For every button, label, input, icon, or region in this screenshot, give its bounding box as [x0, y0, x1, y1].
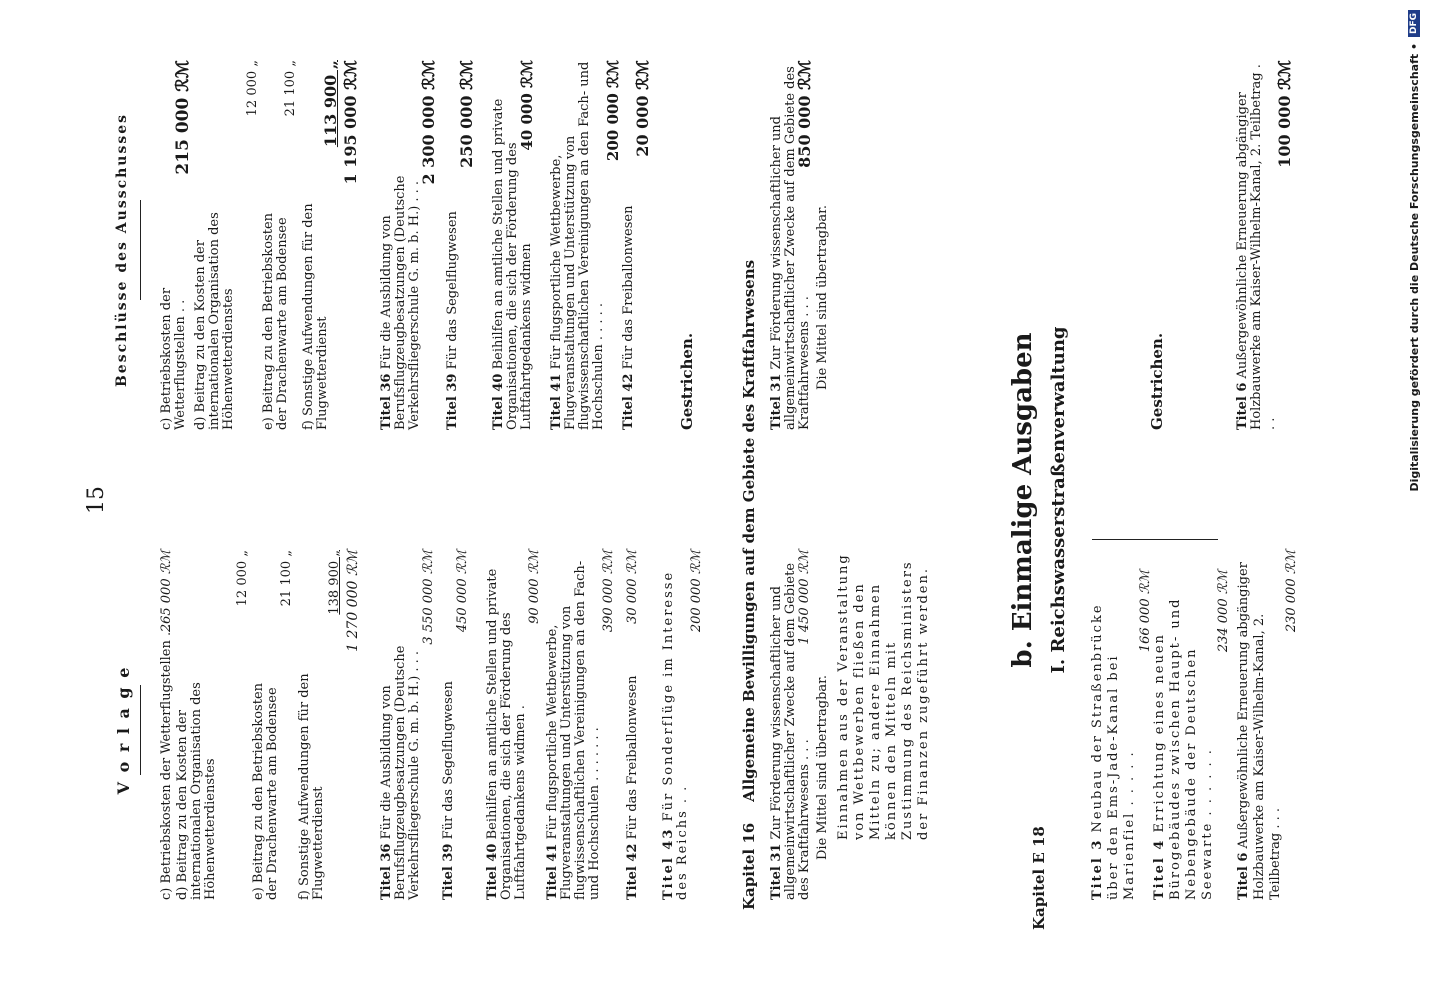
titel-entry	[446, 60, 474, 430]
titel-entry	[626, 550, 640, 900]
titel-label: Titel 6	[1235, 382, 1250, 430]
titel-value: 200 000 ℛℳ	[689, 550, 704, 633]
titel-entry	[442, 550, 470, 900]
titel-value: 200 000 ℛℳ	[604, 60, 622, 162]
list-item-label: d) Beitrag zu den Kosten der internationalen Organisation des Höhenwetterdienstes	[175, 682, 218, 900]
titel-text: Für flugsportliche Wettbewerbe, Flugveranstaltungen und Unterstützung von flugwissenschaftlichen Vereinigungen an den Fach- und Hochschulen . . . . . . .	[545, 560, 602, 900]
list-item-label: c) Betriebskosten der Wetterflugstellen . .	[159, 287, 188, 430]
kapitel-title: Allgemeine Bewilligungen auf dem Gebiete des Kraftfahrwesens	[740, 259, 758, 802]
titel-value: 40 000 ℛℳ	[518, 60, 536, 151]
titel-value: 390 000 ℛℳ	[601, 550, 616, 633]
list-item-value: 12 000 „	[235, 550, 250, 607]
left-column-header: V o r l a g e	[114, 665, 133, 795]
titel-value: 166 000 ℛℳ	[1138, 570, 1153, 653]
subtotal-value: 1 195 000 ℛℳ	[341, 60, 360, 185]
list-item-value: 113 900 „	[321, 60, 340, 148]
kapitel-16-right	[770, 60, 890, 430]
right-itemized-list	[160, 60, 360, 430]
titel-entry	[492, 60, 534, 430]
titel-label: Titel 39	[445, 373, 460, 430]
gestrichen-note: Gestrichen.	[1148, 332, 1166, 430]
list-item-label: e) Beitrag zu den Betriebskosten der Drachenwarte am Bodensee	[251, 682, 280, 900]
titel-label: Titel 41	[549, 373, 564, 430]
titel-label: Titel 43	[661, 827, 676, 900]
titel-entry	[1236, 60, 1292, 430]
titel-label: Titel 6	[1236, 852, 1251, 900]
titel-text: Neubau der Straßenbrücke über den Ems-Jade-Kanal bei Marienfiel . . . . .	[1090, 603, 1137, 900]
titel-value: 90 000 ℛℳ	[527, 550, 542, 624]
titel-value: 20 000 ℛℳ	[633, 60, 652, 157]
titel-value: 250 000 ℛℳ	[457, 60, 476, 168]
titel-label: Titel 40	[485, 843, 500, 900]
titel-entry	[1152, 570, 1232, 900]
list-item-value: 21 100 „	[283, 60, 298, 117]
titel-value: 2 300 000 ℛℳ	[419, 60, 438, 185]
titel-label: Titel 42	[625, 843, 640, 900]
list-item-value: 21 100 „	[279, 550, 294, 607]
titel-text: Für flugsportliche Wettbewerbe, Flugveranstaltungen und Unterstützung von flugwissenschaftlichen Vereinigungen an den Fach- und Hochschulen . . . . .	[549, 61, 606, 430]
titel-entry	[380, 60, 436, 430]
titel-text: Für das Segelflugwesen	[441, 681, 456, 840]
list-item-value: 215 000 ℛℳ	[173, 60, 193, 175]
titel-entry	[550, 60, 620, 430]
titel-text: Außergewöhnliche Erneuerung abgängiger Holzbauwerke am Kaiser-Wilhelm-Kanal, 2. Teilbetrag . . .	[1235, 64, 1278, 430]
right-header-rule	[140, 200, 141, 300]
titel-label: Titel 39	[441, 843, 456, 900]
titel-text: Für die Ausbildung von Berufsflugzeugbesatzungen (Deutsche Verkehrsfliegerschule G. m. b. H.) . . .	[379, 645, 422, 900]
page-number: 15	[84, 486, 109, 514]
gestrichen-note: Gestrichen.	[678, 332, 696, 430]
list-item-label: d) Beitrag zu den Kosten der internationalen Organisation des Höhenwetterdienstes	[193, 212, 236, 430]
titel-label: Titel 3	[1090, 838, 1105, 900]
titel-value: 850 000 ℛℳ	[795, 60, 814, 168]
titel-text: Zur Förderung wissenschaftlicher und allgemeinwirtschaftlicher Zwecke auf dem Gebiete des Kraftfahrwesens . . .	[769, 66, 812, 430]
titel-label: Titel 36	[379, 373, 394, 430]
list-item-label: e) Beitrag zu den Betriebskosten der Drachenwarte am Bodensee	[261, 212, 290, 430]
list-item-label: f) Sonstige Aufwendungen für den Flugwetterdienst	[301, 203, 330, 430]
titel-text: Für Sonderflüge im Interesse des Reichs . .	[661, 570, 690, 900]
titel-label: Titel 31	[769, 843, 784, 900]
titel-entry	[662, 550, 704, 900]
e18-left-list	[1090, 550, 1320, 900]
titel-text: Beihilfen an amtliche Stellen und private Organisationen, die sich der Förderung des Luftfahrtgedankens widmen .	[485, 568, 528, 900]
titel-label: Titel 31	[769, 373, 784, 430]
titel-entry	[486, 550, 542, 900]
section-title: b. Einmalige Ausgaben	[1008, 332, 1038, 668]
titel-value: 230 000 ℛℳ	[1284, 550, 1299, 633]
titel-note: Die Mittel sind übertragbar.	[815, 204, 830, 390]
titel-text: Für das Segelflugwesen	[445, 211, 460, 370]
titel-extra-note: Einnahmen aus der Veranstaltung von Wettbewerben fließen den Mitteln zu; andere Einnahmen können den Mitteln mit Zustimmung des Reichsministers der Finanzen zugeführt werden.	[836, 553, 931, 840]
kapitel-e18-label: Kapitel E 18	[1030, 826, 1048, 930]
titel-text: Beihilfen an amtliche Stellen und private Organisationen, die sich der Förderung des Luftfahrtgedankens widmen	[491, 98, 534, 430]
kapitel-label: Kapitel 16	[740, 822, 758, 910]
titel-label: Titel 4	[1152, 838, 1167, 900]
list-item-label: c) Betriebskosten der Wetterflugstellen . .	[159, 623, 174, 900]
titel-value: 3 550 000 ℛℳ	[421, 550, 436, 645]
titel-entry	[546, 550, 616, 900]
e18-right-list	[1090, 60, 1320, 430]
titel-note: Die Mittel sind übertragbar.	[815, 674, 830, 860]
titel-label: Titel 40	[491, 373, 506, 430]
titel-text: Für das Freiballonwesen	[625, 675, 640, 840]
section-subtitle: I. Reichswasserstraßenverwaltung	[1048, 326, 1069, 674]
list-item-label: f) Sonstige Aufwendungen für den Flugwetterdienst	[297, 673, 326, 900]
left-titel-list	[380, 550, 720, 900]
titel-value: 1 450 000 ℛℳ	[797, 550, 812, 645]
list-item-value: 12 000 „	[245, 60, 260, 117]
titel-label: Titel 42	[621, 373, 636, 430]
right-column-header: Beschlüsse des Ausschusses	[114, 112, 130, 388]
titel-value: 234 000 ℛℳ	[1216, 570, 1231, 653]
titel-text: Außergewöhnliche Erneuerung abgängiger Holzbauwerke am Kaiser-Wilhelm-Kanal, 2. Teilbetrag . . .	[1236, 562, 1283, 900]
titel-entry	[622, 60, 650, 430]
titel-label: Titel 41	[545, 843, 560, 900]
left-itemized-list	[160, 550, 360, 900]
titel-value: 100 000 ℛℳ	[1275, 60, 1294, 168]
titel-text: Für die Ausbildung von Berufsflugzeugbesatzungen (Deutsche Verkehrsfliegerschule G. m. b. H.) . . .	[379, 175, 422, 430]
list-item-value: 265 000 ℛℳ	[159, 550, 174, 633]
titel-text: Errichtung eines neuen Bürogebäudes zwischen Haupt- und Nebengebäude der Deutschen Seewarte . . . . . .	[1152, 597, 1215, 900]
kapitel-16-left	[770, 550, 970, 900]
titel-entry	[1090, 570, 1154, 900]
kapitel-16-heading	[740, 30, 758, 910]
list-item-value: 138 900 „	[327, 550, 342, 615]
digitization-footer	[1404, 10, 1428, 990]
footer-text: Digitalisierung gefördert durch die Deutsche Forschungsgemeinschaft •	[1407, 43, 1421, 492]
titel-text: Für das Freiballonwesen	[621, 205, 636, 370]
titel-value: 450 000 ℛℳ	[455, 550, 470, 633]
titel-label: Titel 36	[379, 843, 394, 900]
subtotal-value: 1 270 000 ℛℳ	[345, 550, 361, 652]
titel-entry	[380, 550, 436, 900]
titel-text: Zur Förderung wissenschaftlicher und allgemeinwirtschaftlicher Zwecke auf dem Gebiete des Kraftfahrwesens . . .	[769, 562, 812, 900]
titel-value: 30 000 ℛℳ	[625, 550, 640, 624]
right-titel-list	[379, 60, 696, 430]
titel-entry	[1236, 550, 1300, 900]
dfg-logo: DFG	[1408, 10, 1420, 37]
left-header-rule	[140, 685, 141, 775]
bracket	[1092, 539, 1218, 540]
